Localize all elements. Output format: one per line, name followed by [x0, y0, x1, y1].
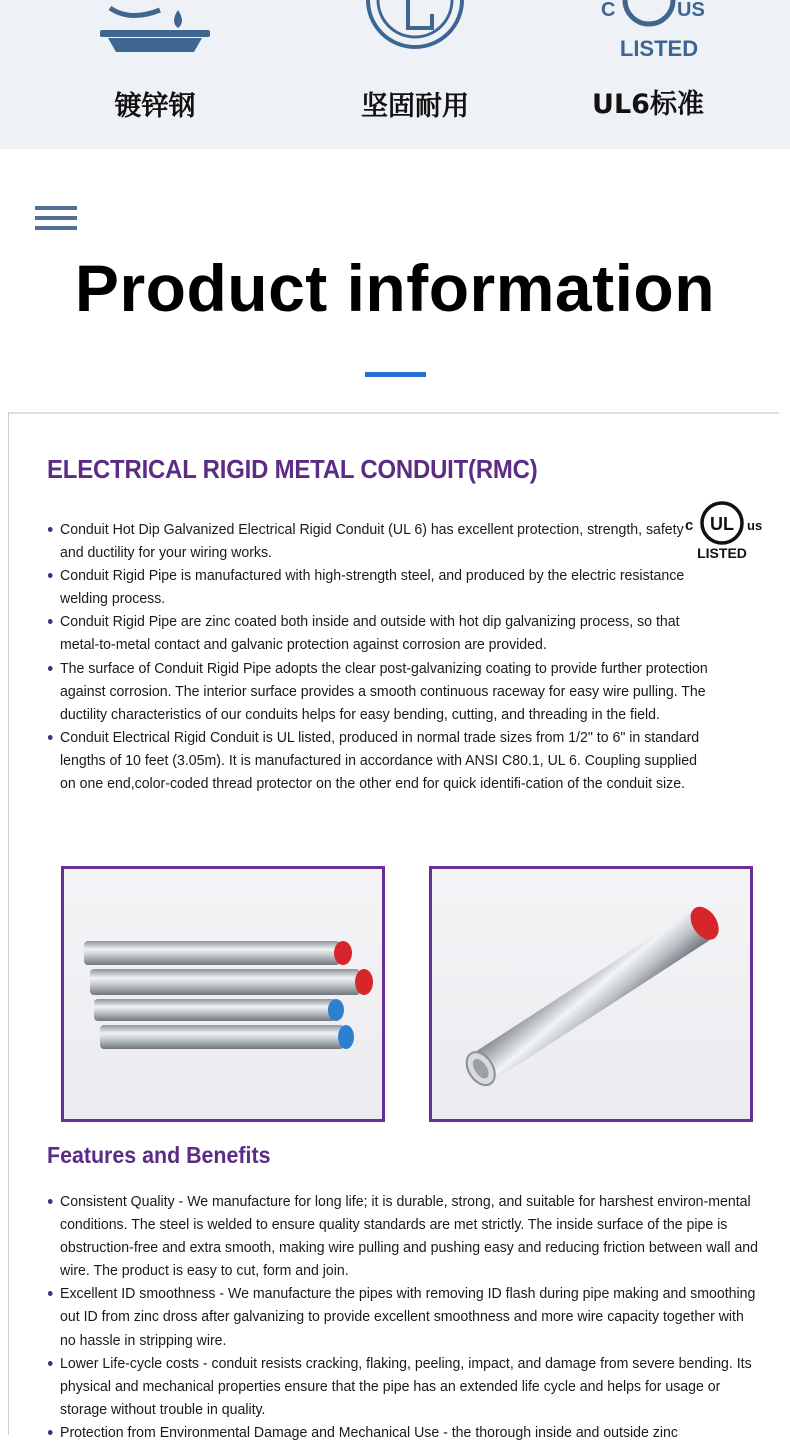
galvanized-tray-icon — [90, 0, 220, 60]
title-accent-bar — [365, 372, 426, 377]
datasheet-panel — [8, 412, 779, 1441]
feature-durable — [305, 0, 525, 149]
pipes-bundle-photo — [61, 866, 385, 1122]
list-item: Conduit Hot Dip Galvanized Electrical Rigid Conduit (UL 6) has excellent protection, strength, safety and ductility for your wiring works. — [47, 518, 711, 564]
list-item: Excellent ID smoothness - We manufacture the pipes with removing ID flash during pipe making and smoothing out ID from zinc dross after galvanizing to provide excellent smoothness and more wire capacity together with no hassle in stripping wire. — [47, 1282, 762, 1351]
ul-logo-us: us — [747, 518, 763, 533]
durable-circle-icon — [360, 0, 470, 62]
pipe — [84, 941, 352, 965]
feature-galvanized — [45, 0, 265, 149]
feature-label: UL6标准 — [592, 89, 704, 120]
product-bullets — [47, 518, 708, 795]
ul-listed-text: LISTED — [619, 36, 699, 61]
list-item: Conduit Rigid Pipe is manufactured with high-strength steel, and produced by the electric resistance welding process. — [47, 564, 711, 610]
feature-ul6 — [538, 0, 758, 149]
menu-icon[interactable] — [35, 206, 77, 232]
single-pipe-photo — [429, 866, 753, 1122]
feature-label: 坚固耐用 — [361, 91, 469, 122]
list-item: The surface of Conduit Rigid Pipe adopts the clear post-galvanizing coating to provide further protection against corrosion. The interior surface provides a smooth continuous raceway for easy wire pulling. The ductility characteristics of our conduits helps for easy bending, cutting, and threading in the field. — [47, 657, 711, 726]
ul-listed-icon — [583, 0, 713, 64]
ul-logo-ul: UL — [710, 514, 734, 534]
ul-logo-c: c — [685, 517, 694, 534]
pipe — [461, 902, 725, 1091]
datasheet-title: ELECTRICAL RIGID METAL CONDUIT(RMC) — [47, 454, 538, 484]
pipe — [90, 969, 373, 995]
features-title: Features and Benefits — [47, 1142, 271, 1168]
pipe — [100, 1025, 354, 1049]
feature-label: 镀锌钢 — [114, 91, 196, 122]
features-band — [0, 0, 790, 149]
list-item: Conduit Rigid Pipe are zinc coated both inside and outside with hot dip galvanizing process, so that metal-to-metal contact and galvanic protection against corrosion are provided. — [47, 610, 711, 656]
list-item: Protection from Environmental Damage and Mechanical Use - the thorough inside and outside zinc — [47, 1421, 762, 1444]
list-item: Lower Life-cycle costs - conduit resists cracking, flaking, peeling, impact, and damage from severe bending. Its physical and mechanical properties ensure that the pipe has an extended life cycle and helps for usage or storage without trouble in quality. — [47, 1352, 762, 1421]
list-item: Consistent Quality - We manufacture for long life; it is durable, strong, and suitable for harshest environ-mental conditions. The steel is welded to ensure quality standards are met strictly. The inside surface of the pipe is obstruction-free and extra smooth, making wire pulling and pushing easy and reducing friction between wall and wire. The product is easy to cut, form and join. — [47, 1190, 762, 1282]
ul-logo-listed: LISTED — [697, 545, 747, 561]
ul-us-text: US — [677, 0, 705, 21]
ul-c-text: C — [601, 0, 616, 21]
page-title: Product information — [74, 251, 716, 325]
pipe — [94, 999, 344, 1021]
list-item: Conduit Electrical Rigid Conduit is UL listed, produced in normal trade sizes from 1/2" to 6" in standard lengths of 10 feet (3.05m). It is manufactured in accordance with ANSI C80.1, UL 6. Coupling supplied on one end,color-coded thread protector on the other end for quick identifi-cation of the conduit size. — [47, 726, 711, 795]
features-bullets — [47, 1190, 759, 1444]
